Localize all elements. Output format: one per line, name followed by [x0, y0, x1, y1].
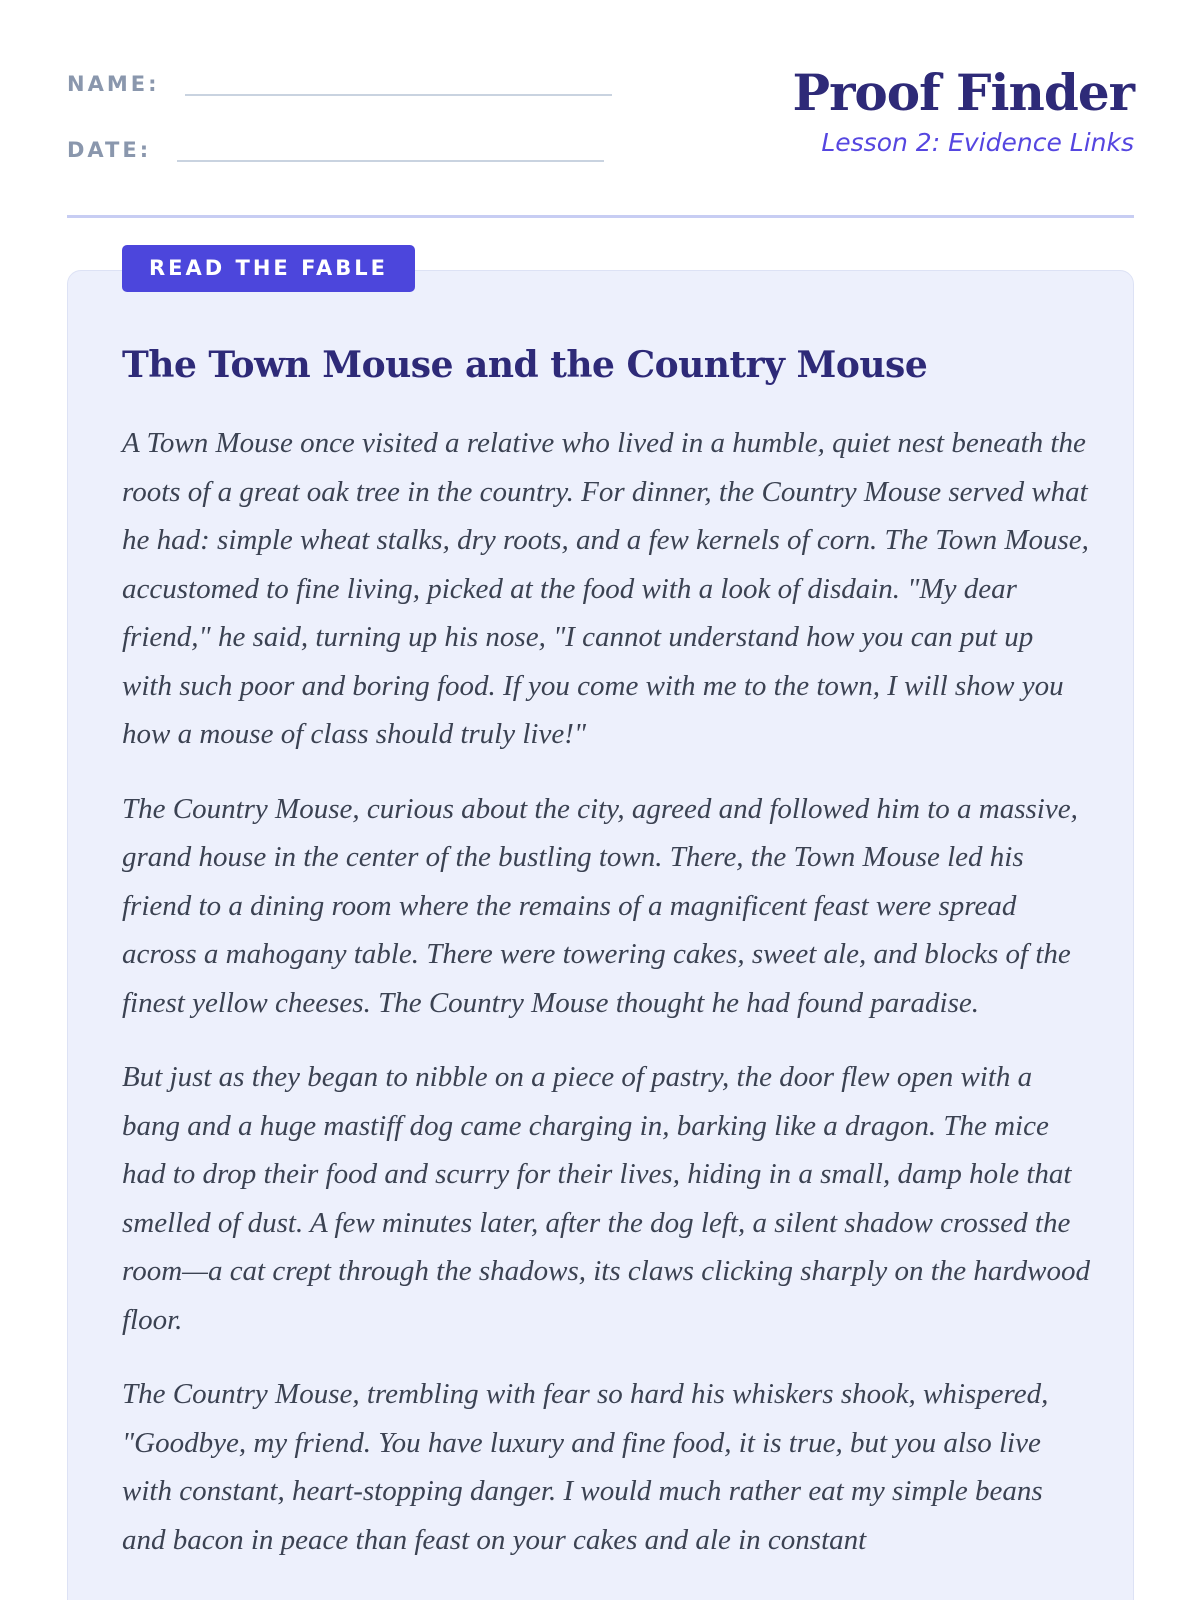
- worksheet-title: Proof Finder: [792, 63, 1134, 122]
- date-label: DATE:: [67, 138, 152, 162]
- story-body: [122, 419, 1090, 1590]
- section-tag: READ THE FABLE: [122, 245, 415, 292]
- lesson-subtitle: Lesson 2: Evidence Links: [821, 128, 1134, 157]
- name-label: NAME:: [67, 72, 160, 96]
- name-write-line: [185, 94, 612, 96]
- date-field: [67, 136, 604, 164]
- worksheet-header: [67, 0, 1134, 218]
- name-field: [67, 70, 612, 98]
- story-paragraph: A Town Mouse once visited a relative who lived in a humble, quiet nest beneath the roots of a great oak tree in the country. For dinner, the Country Mouse served what he had: simple wheat stalks, dry roots, and a few kernels of corn. The Town Mouse, accustomed to fine living, picked at the food with a look of disdain. "My dear friend," he said, turning up his nose, "I cannot understand how you can put up with such poor and boring food. If you come with me to the town, I will show you how a mouse of class should truly live!": [122, 427, 1089, 750]
- story-paragraph: The Country Mouse, trembling with fear so hard his whiskers shook, whispered, "Goodbye, my friend. You have luxury and fine food, it is true, but you also live with constant, heart-stopping danger. I would much rather eat my simple beans and bacon in peace than feast on your cakes and ale in constant: [122, 1378, 1049, 1556]
- story-paragraph: But just as they began to nibble on a piece of pastry, the door flew open with a bang and a huge mastiff dog came charging in, barking like a dragon. The mice had to drop their food and scurry for their lives, hiding in a small, damp hole that smelled of dust. A few minutes later, after the dog left, a silent shadow crossed the room—a cat crept through the shadows, its claws clicking sharply on the hardwood floor.: [122, 1061, 1090, 1336]
- story-title: The Town Mouse and the Country Mouse: [122, 344, 928, 386]
- worksheet-brand: [792, 58, 1134, 160]
- date-write-line: [177, 160, 604, 162]
- story-paragraph: The Country Mouse, curious about the city, agreed and followed him to a massive, grand house in the center of the bustling town. There, the Town Mouse led his friend to a dining room where the remains of a magnificent feast were spread across a mahogany table. There were towering cakes, sweet ale, and blocks of the finest yellow cheeses. The Country Mouse thought he had found paradise.: [122, 792, 1078, 1019]
